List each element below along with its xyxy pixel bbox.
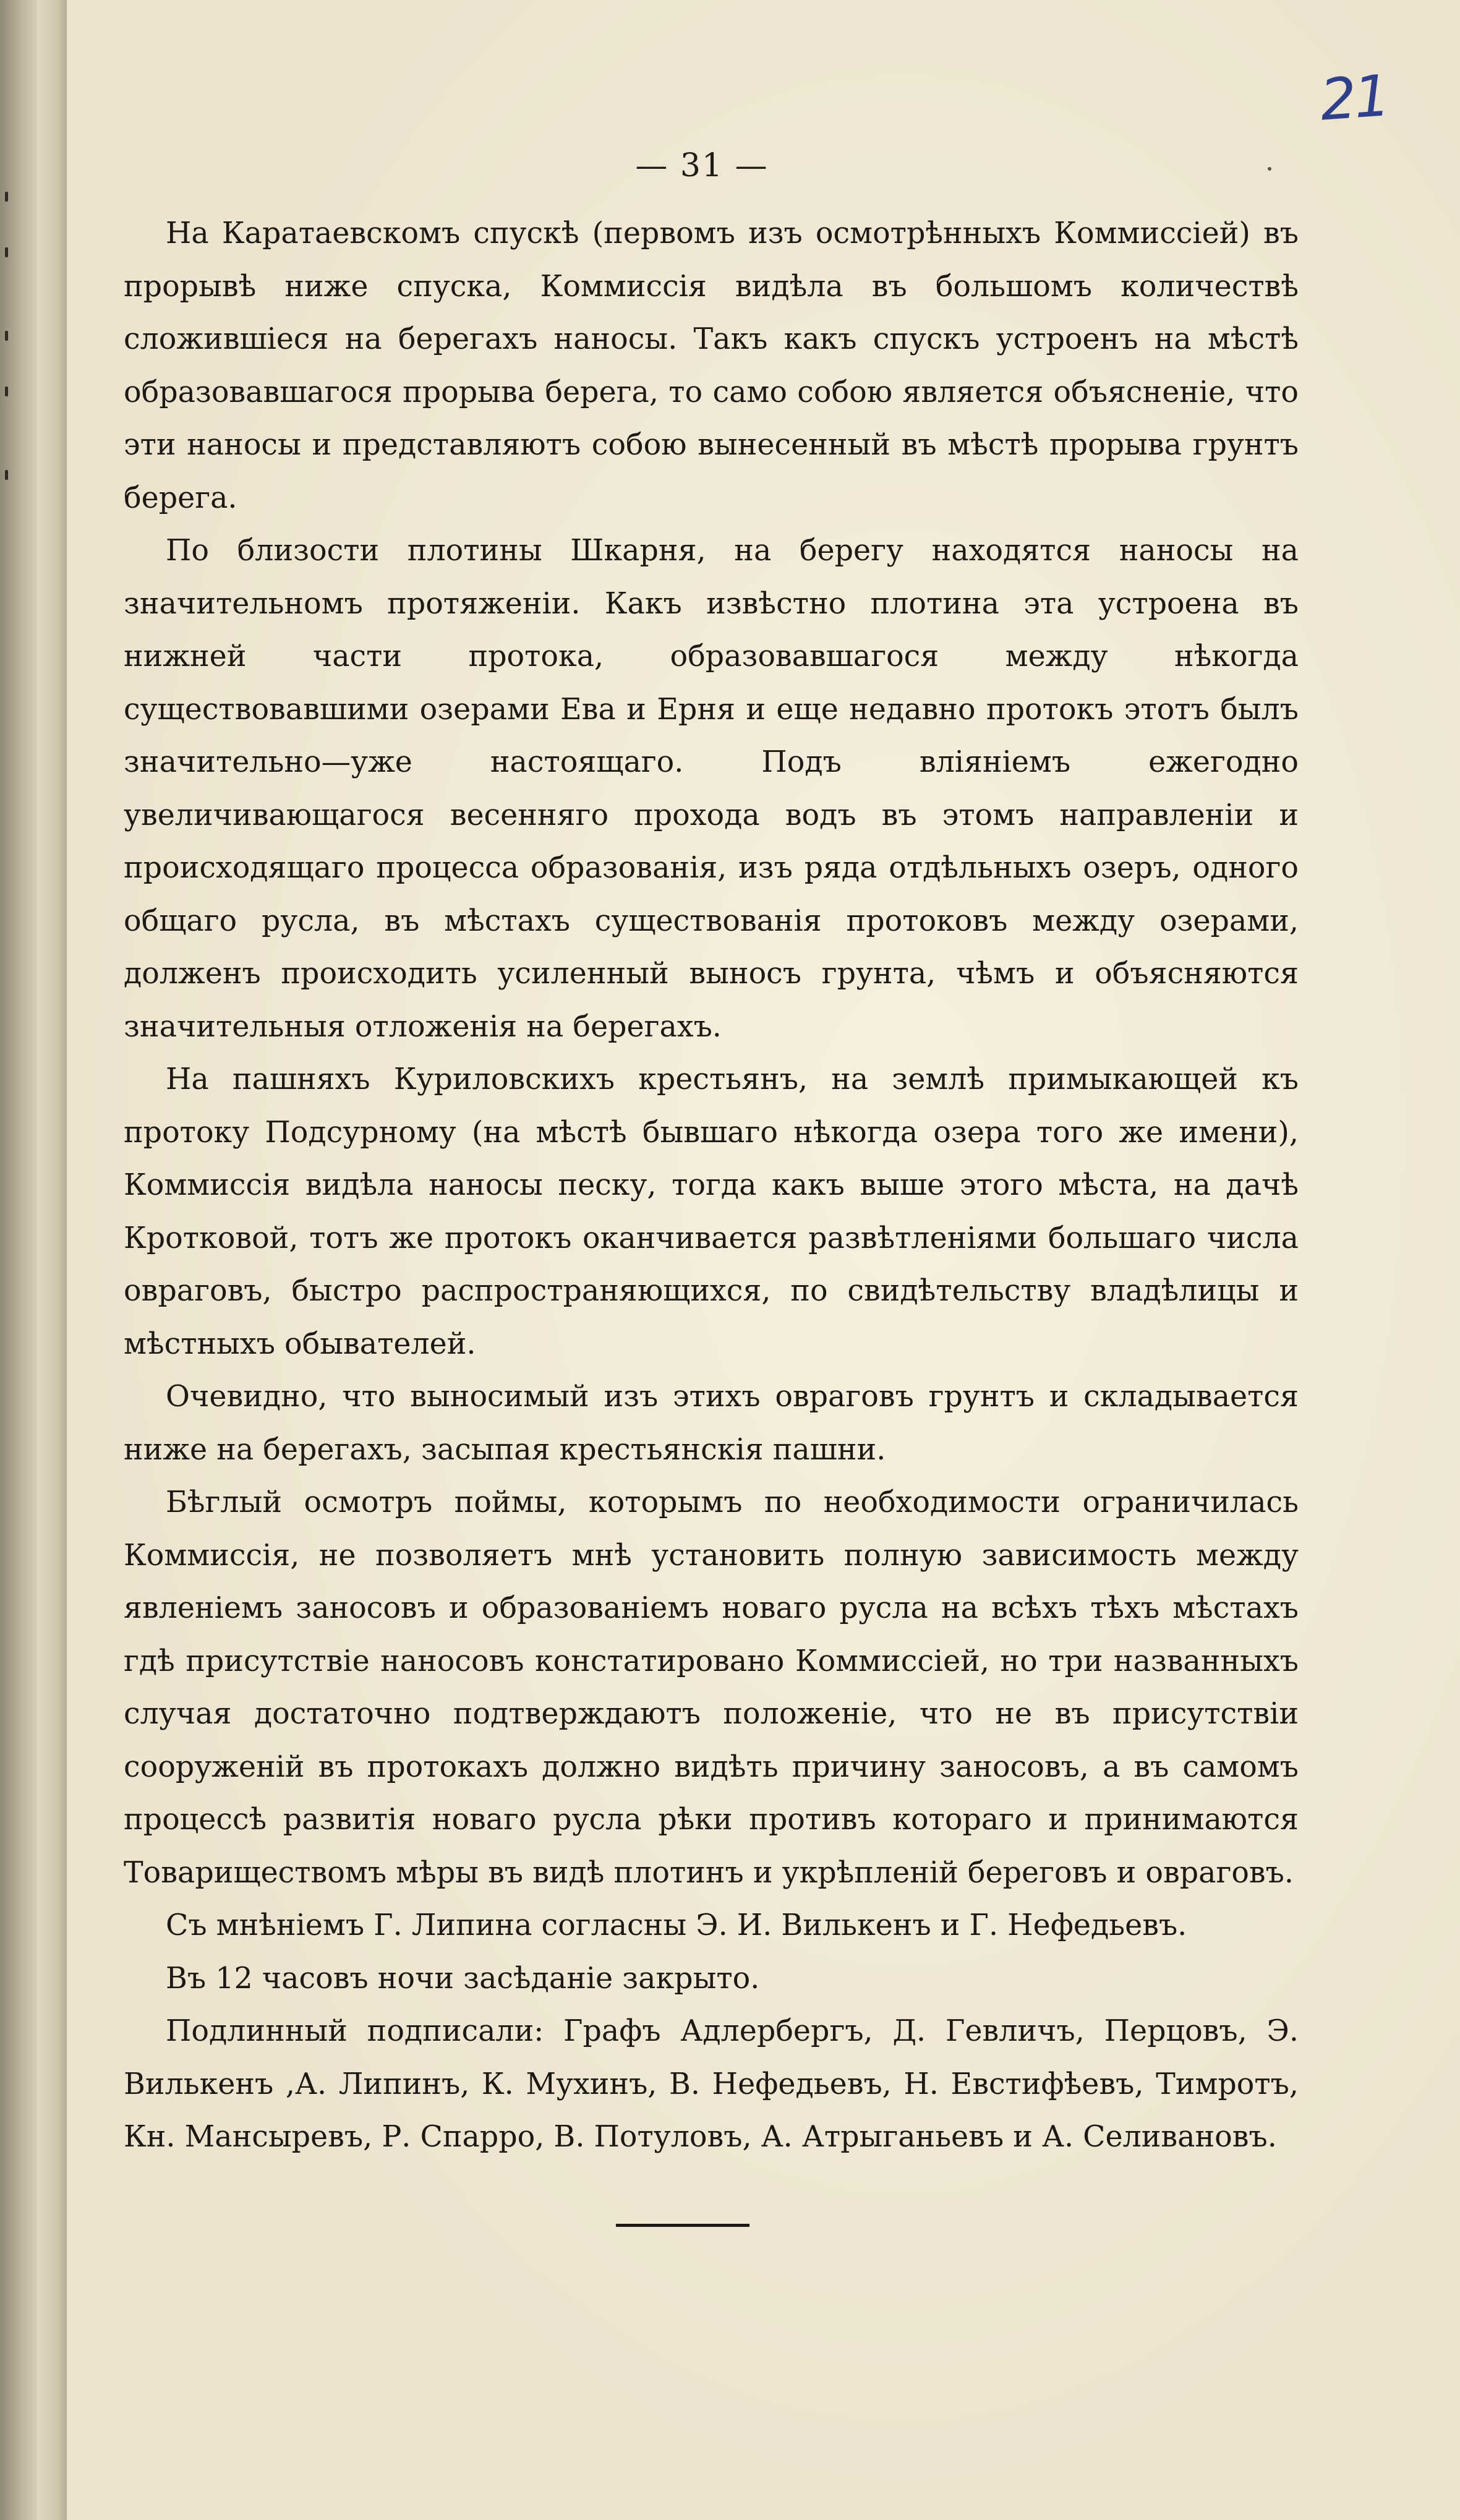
stitch-mark (5, 387, 8, 396)
archive-folio-number: 21 (1318, 62, 1390, 134)
stitch-mark (5, 247, 8, 257)
stitch-mark (5, 470, 8, 480)
paragraph: На Каратаевскомъ спускѣ (первомъ изъ осмотрѣнныхъ Коммиссiей) въ прорывѣ ниже спуска, Коммиссiя видѣла въ большомъ количествѣ сложившiеся на берегахъ наносы. Такъ какъ спускъ устроенъ на мѣстѣ образовавшагося прорыва берега, то само собою является объясненiе, что эти наносы и представляютъ собою вынесенный въ мѣстѣ прорыва грунтъ берега. (124, 216, 1299, 515)
page-number: — 31 — (635, 147, 769, 184)
paragraph: На пашняхъ Куриловскихъ крестьянъ, на землѣ примыкающей къ протоку Подсурному (на мѣстѣ бывшаго нѣкогда озера того же имени), Коммиссiя видѣла наносы песку, тогда какъ выше этого мѣста, на дачѣ Кротковой, тотъ же протокъ оканчивается развѣтленiями большаго числа овраговъ, быстро распространяющихся, по свидѣтельству владѣлицы и мѣстныхъ обывателей. (124, 1062, 1299, 1361)
paragraph: Очевидно, что выносимый изъ этихъ овраговъ грунтъ и складывается ниже на берегахъ, засыпая крестьянскiя пашни. (124, 1380, 1299, 1467)
paragraph: Въ 12 часовъ ночи засѣданiе закрыто. (166, 1961, 760, 1996)
binding-shadow (0, 0, 37, 2520)
stitch-mark (5, 331, 8, 341)
paragraph: Бѣглый осмотръ поймы, которымъ по необходимости ограничилась Коммиссiя, не позволяетъ мнѣ установить полную зависимость между явленiемъ заносовъ и образованiемъ новаго русла на всѣхъ тѣхъ мѣстахъ гдѣ присутствiе наносовъ констатировано Коммиссiей, но три названныхъ случая достаточно подтверждаютъ положенiе, что не въ присутствiи сооруженiй въ протокахъ должно видѣть причину заносовъ, а въ самомъ процессѣ развитiя новаго русла рѣки противъ котораго и принимаются Товариществомъ мѣры въ видѣ плотинъ и укрѣпленiй береговъ и овраговъ. (124, 1485, 1299, 1890)
stitch-mark (5, 192, 8, 202)
signatures-paragraph: Подлинный подписали: Графъ Адлербергъ, Д. Гевличъ, Перцовъ, Э. Вилькенъ ,А. Липинъ, К. Мухинъ, В. Нефедьевъ, Н. Евстифѣевъ, Тимротъ, Кн. Мансыревъ, Р. Спарро, В. Потуловъ, А. Атрыганьевъ и А. Селивановъ. (124, 2014, 1299, 2154)
page-gutter (37, 0, 68, 2520)
closing-rule (616, 2224, 749, 2227)
paragraph: По близости плотины Шкарня, на берегу находятся наносы на значительномъ протяженiи. Какъ извѣстно плотина эта устроена въ нижней части протока, образовавшагося между нѣкогда существовавшими озерами Ева и Ерня и еще недавно протокъ этотъ былъ значительно—уже настоящаго. Подъ влiянiемъ ежегодно увеличивающагося весенняго прохода водъ въ этомъ направленiи и происходящаго процесса образованiя, изъ ряда отдѣльныхъ озеръ, одного общагo русла, въ мѣстахъ существованiя протоковъ между озерами, долженъ происходить усиленный выносъ грунта, чѣмъ и объясняются значительныя отложенiя на берегахъ. (124, 534, 1299, 1044)
ink-dot (1268, 167, 1271, 171)
paragraph: Съ мнѣнiемъ Г. Липина согласны Э. И. Вилькенъ и Г. Нефедьевъ. (166, 1908, 1187, 1942)
binding-stitch-marks (0, 0, 17, 2520)
document-body (124, 207, 1299, 2164)
